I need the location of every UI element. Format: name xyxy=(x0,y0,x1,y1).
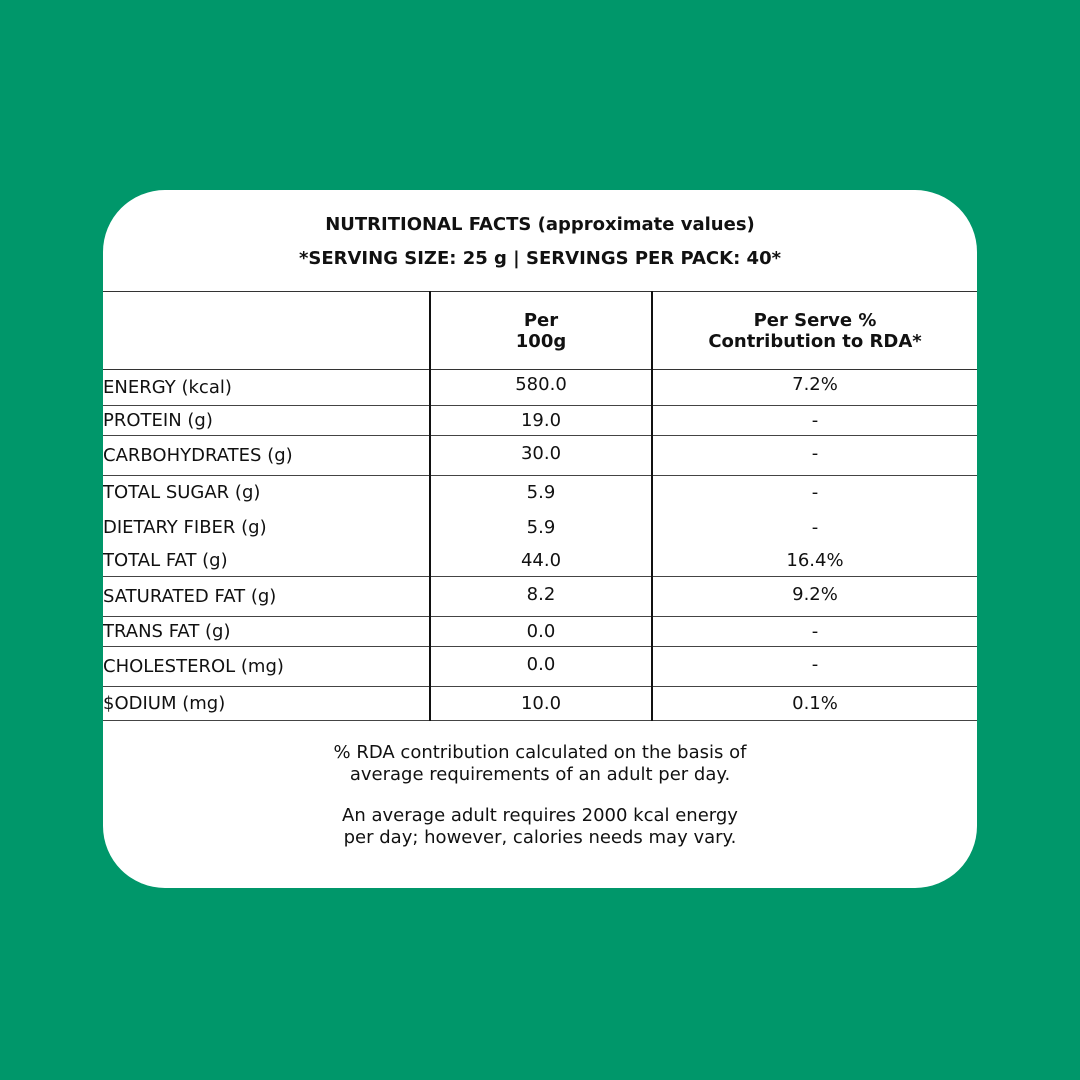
header-rda-line2: Contribution to RDA* xyxy=(708,330,922,352)
rda-footnote-line2: average requirements of an adult per day. xyxy=(349,764,731,785)
nutrient-rda: - xyxy=(652,617,977,647)
header-rda xyxy=(652,292,977,370)
nutrient-per-100g: 10.0 xyxy=(430,687,652,721)
nutrient-per-100g: 30.0 xyxy=(430,436,652,476)
table-row xyxy=(103,687,977,721)
serving-info: *SERVING SIZE: 25 g | SERVINGS PER PACK: 40* xyxy=(298,248,782,269)
nutrient-name: ENERGY (kcal) xyxy=(103,370,430,406)
table-row xyxy=(103,436,977,476)
energy-footnote-line1: An average adult requires 2000 kcal energy xyxy=(342,805,738,826)
header-rda-line1: Per Serve % xyxy=(753,309,877,331)
nutrient-rda: 16.4% xyxy=(652,546,977,577)
table-row xyxy=(103,647,977,687)
nutrient-rda: - xyxy=(652,406,977,436)
nutrient-name: TOTAL SUGAR (g) xyxy=(103,476,430,510)
nutrient-name: DIETARY FIBER (g) xyxy=(103,510,430,546)
nutrient-name: TRANS FAT (g) xyxy=(103,617,430,647)
header-per-100g-line2: 100g xyxy=(515,330,567,352)
header-per-100g xyxy=(430,292,652,370)
nutrient-rda: 9.2% xyxy=(652,577,977,617)
table-row xyxy=(103,510,977,546)
nutrient-rda: - xyxy=(811,517,819,538)
nutrient-rda: 7.2% xyxy=(652,370,977,406)
nutrient-name: CHOLESTEROL (mg) xyxy=(103,647,430,687)
nutrient-per-100g: 5.9 xyxy=(430,476,652,510)
nutrient-name: $ODIUM (mg) xyxy=(103,687,430,721)
nutrient-rda: - xyxy=(652,647,977,687)
table-row xyxy=(103,617,977,647)
nutrient-rda: - xyxy=(652,436,977,476)
nutrient-per-100g: 0.0 xyxy=(430,617,652,647)
nutrient-per-100g: 5.9 xyxy=(430,510,652,546)
energy-footnote-line2: per day; however, calories needs may vary. xyxy=(343,827,737,848)
nutrient-name: CARBOHYDRATES (g) xyxy=(103,436,430,476)
nutrient-per-100g: 44.0 xyxy=(430,546,652,577)
energy-footnote xyxy=(103,805,977,849)
table-header-row xyxy=(103,292,977,370)
nutrient-name: PROTEIN (g) xyxy=(103,406,430,436)
nutrient-name: TOTAL FAT (g) xyxy=(103,546,430,577)
header-per-100g-line1: Per xyxy=(523,309,559,331)
table-row xyxy=(103,476,977,510)
nutrition-table xyxy=(103,291,977,721)
table-row xyxy=(103,577,977,617)
rda-footnote-line1: % RDA contribution calculated on the basis of xyxy=(333,742,747,763)
header-nutrient xyxy=(103,292,430,370)
nutrient-per-100g: 580.0 xyxy=(430,370,652,406)
table-row xyxy=(103,406,977,436)
nutrient-name: SATURATED FAT (g) xyxy=(103,577,430,617)
nutrient-per-100g: 19.0 xyxy=(430,406,652,436)
nutrient-rda: - xyxy=(811,482,819,504)
nutrient-per-100g: 8.2 xyxy=(430,577,652,617)
rda-footnote xyxy=(103,742,977,786)
nutrient-per-100g: 0.0 xyxy=(430,647,652,687)
table-row xyxy=(103,546,977,577)
nutrition-title: NUTRITIONAL FACTS (approximate values) xyxy=(325,214,755,235)
nutrition-card xyxy=(103,190,977,888)
table-row xyxy=(103,370,977,406)
nutrient-rda: 0.1% xyxy=(652,687,977,721)
